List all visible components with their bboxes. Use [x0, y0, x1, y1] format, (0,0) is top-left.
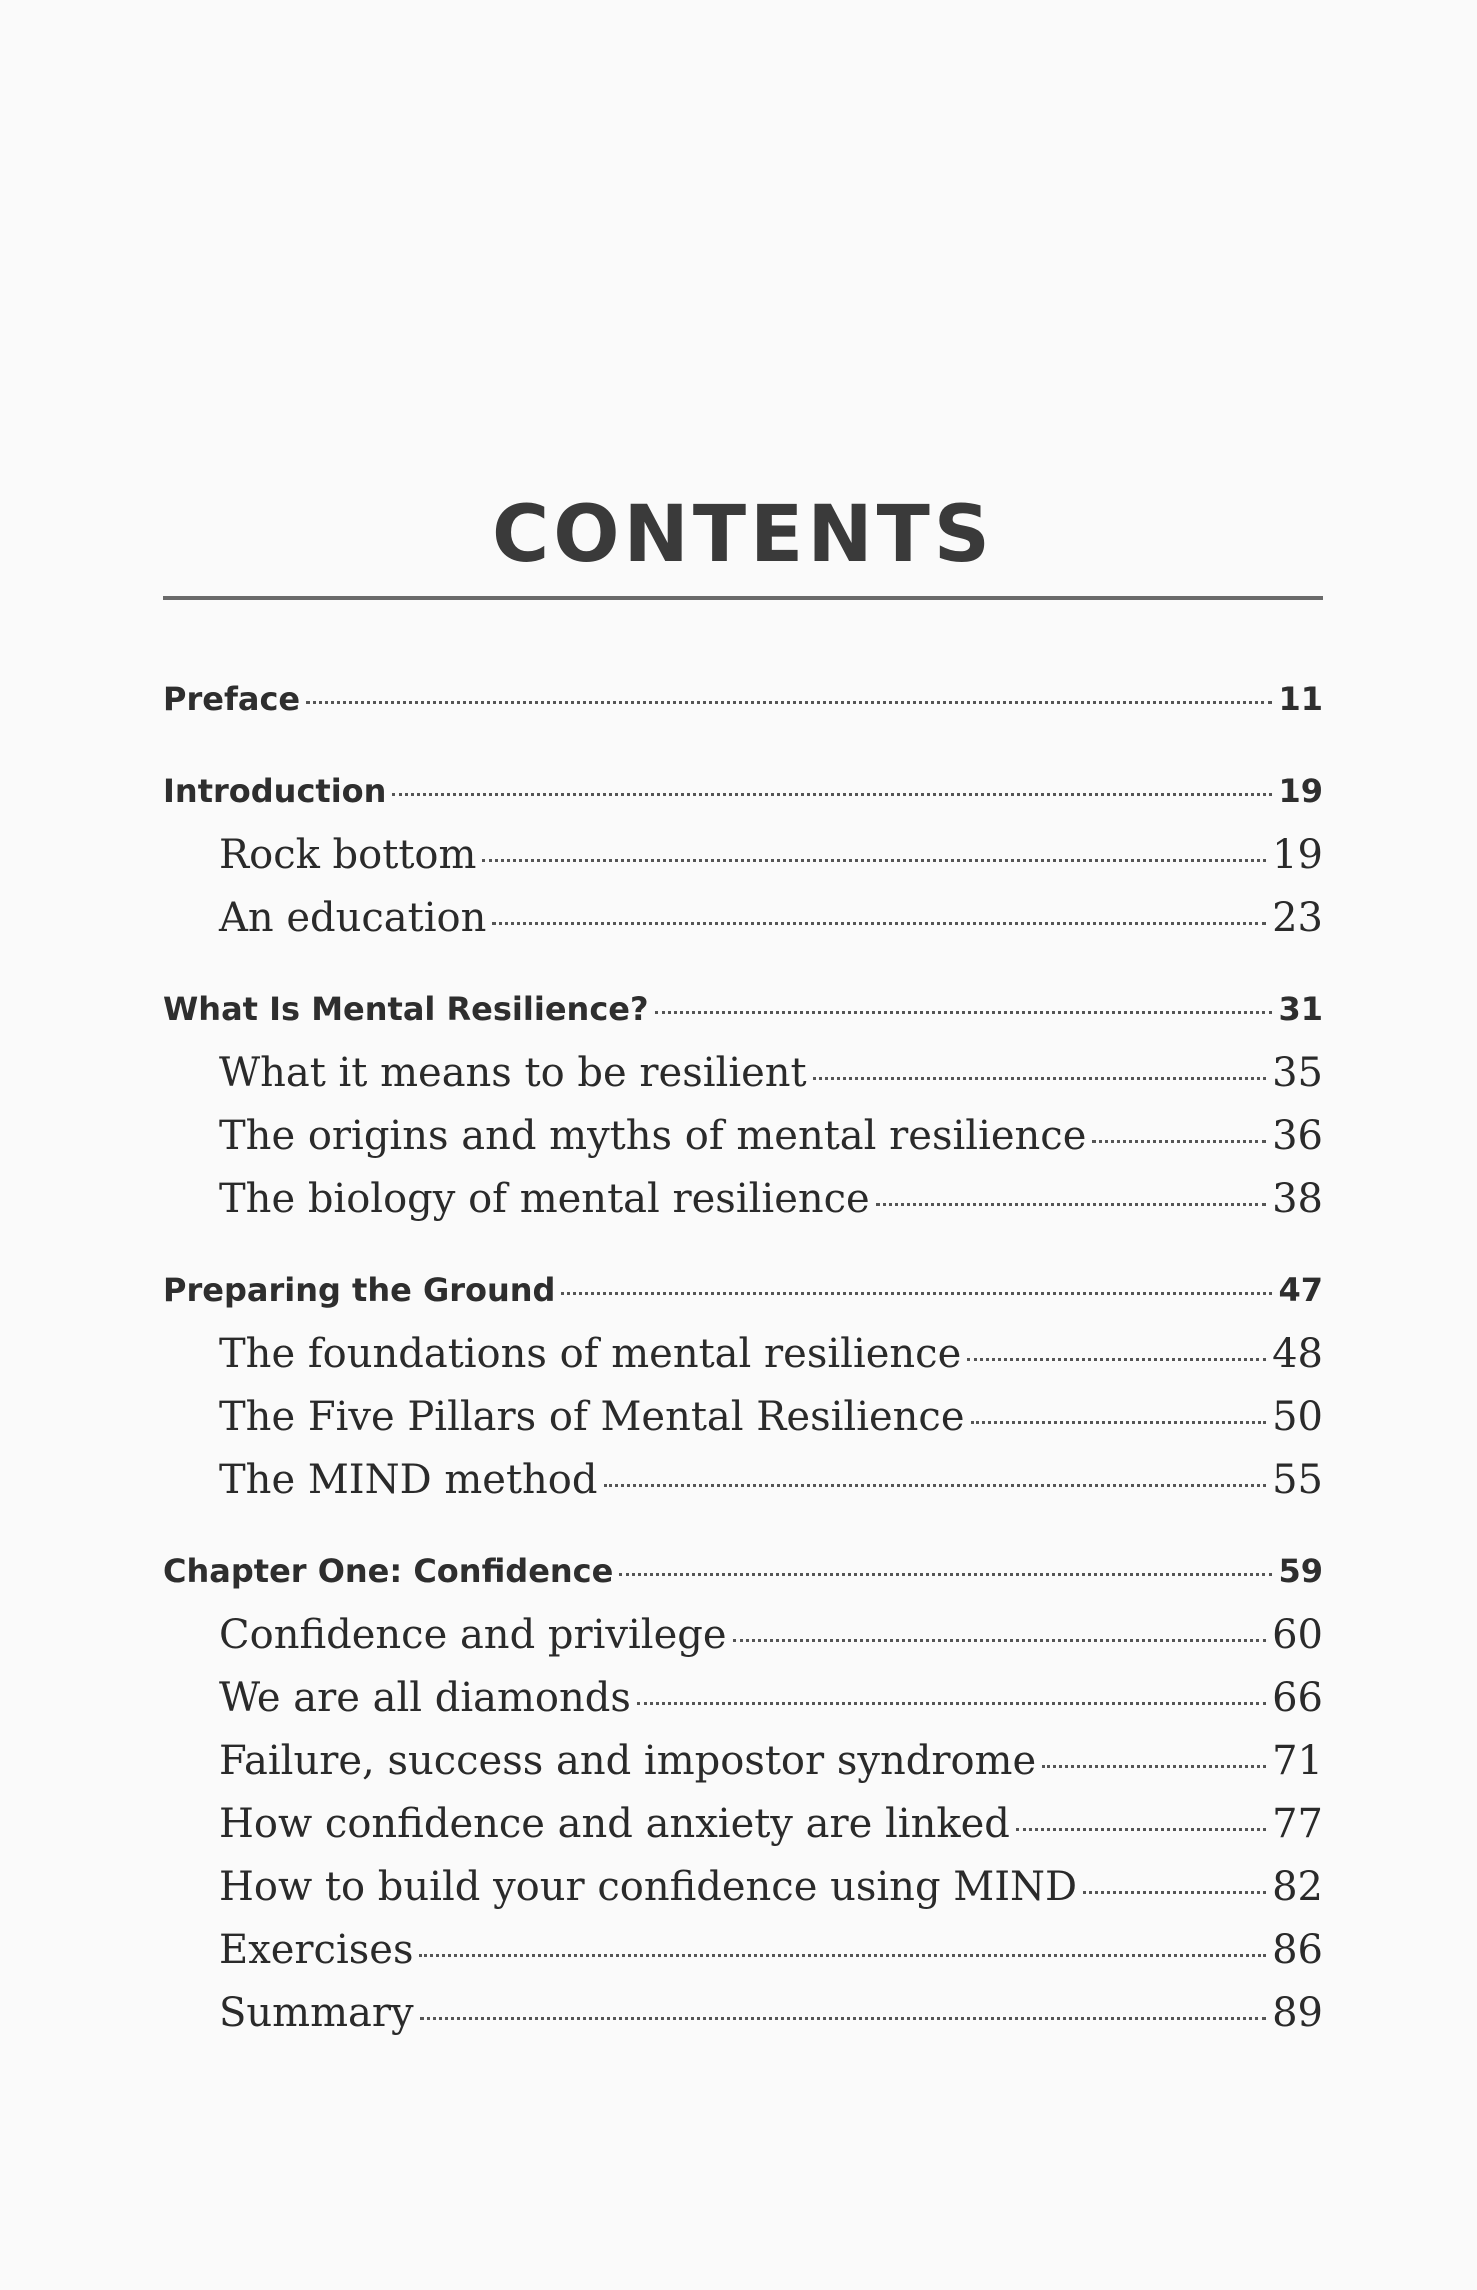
toc-entry-label: How to build your confidence using MIND — [219, 1864, 1078, 1910]
toc-entry-label: The origins and myths of mental resilience — [219, 1113, 1087, 1159]
dot-leader — [813, 1077, 1266, 1080]
toc-page-number: 50 — [1272, 1394, 1323, 1440]
toc-entry[interactable] — [163, 1113, 1323, 1176]
dot-leader — [392, 793, 1272, 796]
dot-leader — [306, 701, 1272, 704]
toc-entry-label: The foundations of mental resilience — [219, 1331, 962, 1377]
toc-page-number: 55 — [1272, 1457, 1323, 1503]
toc-page-number: 38 — [1272, 1176, 1323, 1222]
dot-leader — [876, 1203, 1266, 1206]
dot-leader — [492, 922, 1266, 925]
toc-page-number: 19 — [1272, 832, 1323, 878]
toc-entry[interactable] — [163, 1331, 1323, 1394]
toc-entry[interactable] — [163, 1990, 1323, 2053]
dot-leader — [733, 1639, 1267, 1642]
toc-entry-label: Rock bottom — [219, 832, 477, 878]
dot-leader — [482, 859, 1266, 862]
toc-entry[interactable] — [163, 1050, 1323, 1113]
toc-entry-label: Confidence and privilege — [219, 1612, 727, 1658]
toc-page-number: 31 — [1278, 990, 1323, 1028]
toc-entry[interactable] — [163, 1738, 1323, 1801]
toc-heading-label: Chapter One: Confidence — [163, 1552, 614, 1590]
table-of-contents — [163, 680, 1323, 2085]
page-title: CONTENTS — [492, 490, 994, 580]
toc-page-number: 60 — [1272, 1612, 1323, 1658]
toc-heading-label: What Is Mental Resilience? — [163, 990, 649, 1028]
toc-entry[interactable] — [163, 1176, 1323, 1239]
toc-entry-label: Exercises — [219, 1927, 414, 1973]
toc-entry[interactable] — [163, 1864, 1323, 1927]
toc-page-number: 71 — [1272, 1738, 1323, 1784]
toc-heading[interactable] — [163, 680, 1323, 740]
toc-entry-label: The biology of mental resilience — [219, 1176, 870, 1222]
toc-page-number: 86 — [1272, 1927, 1323, 1973]
toc-heading[interactable] — [163, 990, 1323, 1050]
toc-entry-label: The Five Pillars of Mental Resilience — [219, 1394, 965, 1440]
toc-heading-label: Preface — [163, 680, 301, 718]
toc-entry-label: The MIND method — [219, 1457, 598, 1503]
toc-entry[interactable] — [163, 1675, 1323, 1738]
toc-entry[interactable] — [163, 832, 1323, 895]
toc-heading[interactable] — [163, 772, 1323, 832]
toc-heading-label: Introduction — [163, 772, 387, 810]
toc-page-number: 47 — [1278, 1271, 1323, 1309]
toc-heading-label: Preparing the Ground — [163, 1271, 556, 1309]
dot-leader — [419, 1954, 1266, 1957]
toc-section-preparing-the-ground — [163, 1271, 1323, 1520]
toc-page-number: 66 — [1272, 1675, 1323, 1721]
toc-entry[interactable] — [163, 895, 1323, 958]
title-divider — [163, 596, 1323, 600]
toc-page-number: 89 — [1272, 1990, 1323, 2036]
toc-page-number: 82 — [1272, 1864, 1323, 1910]
toc-section-chapter-one — [163, 1552, 1323, 2053]
dot-leader — [1092, 1140, 1266, 1143]
dot-leader — [1083, 1891, 1266, 1894]
toc-entry-label: What it means to be resilient — [219, 1050, 807, 1096]
toc-entry[interactable] — [163, 1801, 1323, 1864]
toc-entry-label: How confidence and anxiety are linked — [219, 1801, 1010, 1847]
toc-page-number: 11 — [1278, 680, 1323, 718]
toc-heading[interactable] — [163, 1552, 1323, 1612]
toc-section-introduction — [163, 772, 1323, 958]
dot-leader — [971, 1421, 1267, 1424]
toc-page-number: 77 — [1272, 1801, 1323, 1847]
dot-leader — [420, 2017, 1267, 2020]
toc-entry-label: Summary — [219, 1990, 414, 2036]
dot-leader — [619, 1573, 1272, 1576]
toc-entry[interactable] — [163, 1612, 1323, 1675]
dot-leader — [637, 1702, 1266, 1705]
toc-page-number: 35 — [1272, 1050, 1323, 1096]
toc-page-number: 19 — [1278, 772, 1323, 810]
toc-entry[interactable] — [163, 1457, 1323, 1520]
dot-leader — [561, 1292, 1272, 1295]
dot-leader — [604, 1484, 1267, 1487]
toc-section-what-is-mental-resilience — [163, 990, 1323, 1239]
toc-page-number: 59 — [1278, 1552, 1323, 1590]
toc-page-number: 36 — [1272, 1113, 1323, 1159]
toc-section-preface — [163, 680, 1323, 740]
toc-page-number: 48 — [1272, 1331, 1323, 1377]
dot-leader — [1042, 1765, 1266, 1768]
toc-entry[interactable] — [163, 1927, 1323, 1990]
dot-leader — [1016, 1828, 1266, 1831]
toc-entry-label: We are all diamonds — [219, 1675, 631, 1721]
toc-entry-label: Failure, success and impostor syndrome — [219, 1738, 1037, 1784]
toc-entry-label: An education — [219, 895, 487, 941]
toc-entry[interactable] — [163, 1394, 1323, 1457]
toc-page-number: 23 — [1272, 895, 1323, 941]
toc-heading[interactable] — [163, 1271, 1323, 1331]
dot-leader — [655, 1011, 1273, 1014]
dot-leader — [967, 1358, 1266, 1361]
